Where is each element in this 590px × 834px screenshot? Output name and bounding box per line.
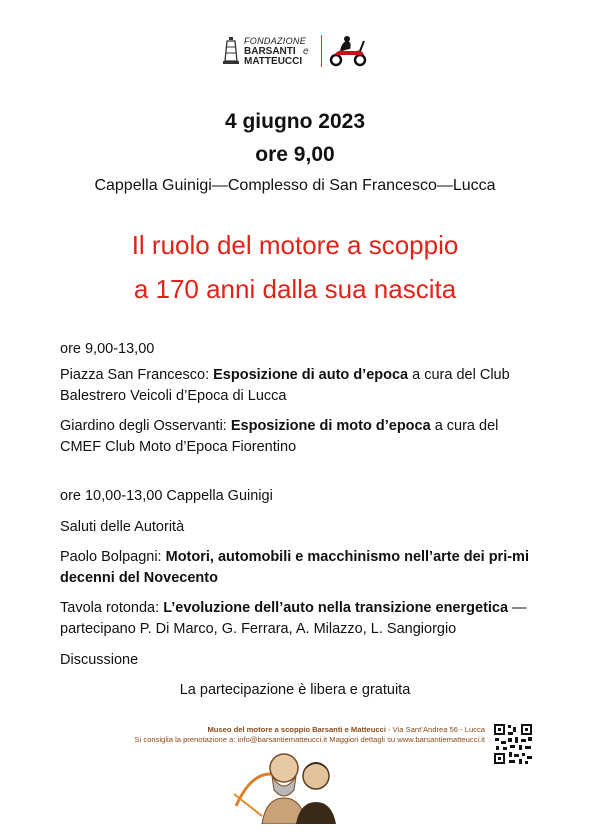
- event-title-line2: a 170 anni dalla sua nascita: [133, 274, 457, 304]
- session1-time: ore 9,00-13,00: [60, 341, 155, 357]
- item-detail: — partecipano P. Di Marco, G. Ferrara, A. Milazzo, L. Sangiorgio: [60, 600, 527, 637]
- participation-note: La partecipazione è libera e gratuita: [179, 682, 411, 698]
- event-title-line1: Il ruolo del motore a scoppio: [131, 230, 459, 260]
- footer-booking: Si consiglia la prenotazione a: info@barsantiematteucci.it Maggiori dettagli su www.barsantiematteucci.it: [134, 735, 485, 744]
- session2-item-greetings: Saluti delle Autorità: [60, 519, 185, 535]
- logo-barsanti: BARSANTI: [244, 46, 296, 57]
- footer-address: - Via Sant’Andrea 56 - Lucca: [385, 725, 485, 734]
- event-time: ore 9,00: [255, 143, 335, 166]
- item-speaker: Paolo Bolpagni:: [60, 549, 166, 565]
- item-detail: a cura del CMEF Club Moto d’Epoca Fiorentino: [60, 418, 499, 455]
- item-highlight: Esposizione di auto d’epoca: [213, 367, 409, 383]
- event-venue: Cappella Guinigi—Complesso di San Francesco—Lucca: [94, 177, 496, 194]
- footer-museum-name: Museo del motore a scoppio Barsanti e Matteucci: [207, 725, 386, 734]
- item-highlight: Esposizione di moto d’epoca: [230, 418, 431, 434]
- portraits-illustration-icon: [232, 746, 342, 824]
- session1-item-moto: [60, 416, 535, 458]
- session2-item-talk: [60, 547, 535, 589]
- item-highlight: Motori, automobili e macchinismo nell’arte dei pri-mi decenni del Novecento: [60, 549, 529, 586]
- lighthouse-emblem-icon: [222, 35, 240, 65]
- logo-matteucci: MATTEUCCI: [244, 56, 303, 67]
- session2-item-discussion: Discussione: [60, 652, 139, 668]
- item-detail: a cura del Club Balestrero Veicoli d’Epoca di Lucca: [60, 367, 510, 404]
- item-label: Tavola rotonda:: [60, 600, 164, 616]
- qr-code-icon[interactable]: [493, 723, 533, 765]
- session2-time: ore 10,00-13,00 Cappella Guinigi: [60, 488, 273, 504]
- session2-item-roundtable: [60, 598, 535, 640]
- scooter-logo-icon: [326, 35, 370, 67]
- logo-divider: [321, 35, 322, 67]
- item-highlight: L’evoluzione dell’auto nella transizione energetica: [163, 600, 509, 616]
- footer-museum: [85, 725, 485, 734]
- logo-fondazione: FONDAZIONE: [244, 36, 307, 46]
- session1-item-auto: [60, 365, 535, 407]
- foundation-logo: [222, 33, 372, 69]
- event-date: 4 giugno 2023: [224, 110, 366, 133]
- item-location: Giardino degli Osservanti:: [60, 418, 231, 434]
- item-location: Piazza San Francesco:: [60, 367, 214, 383]
- logo-e: e: [303, 46, 309, 57]
